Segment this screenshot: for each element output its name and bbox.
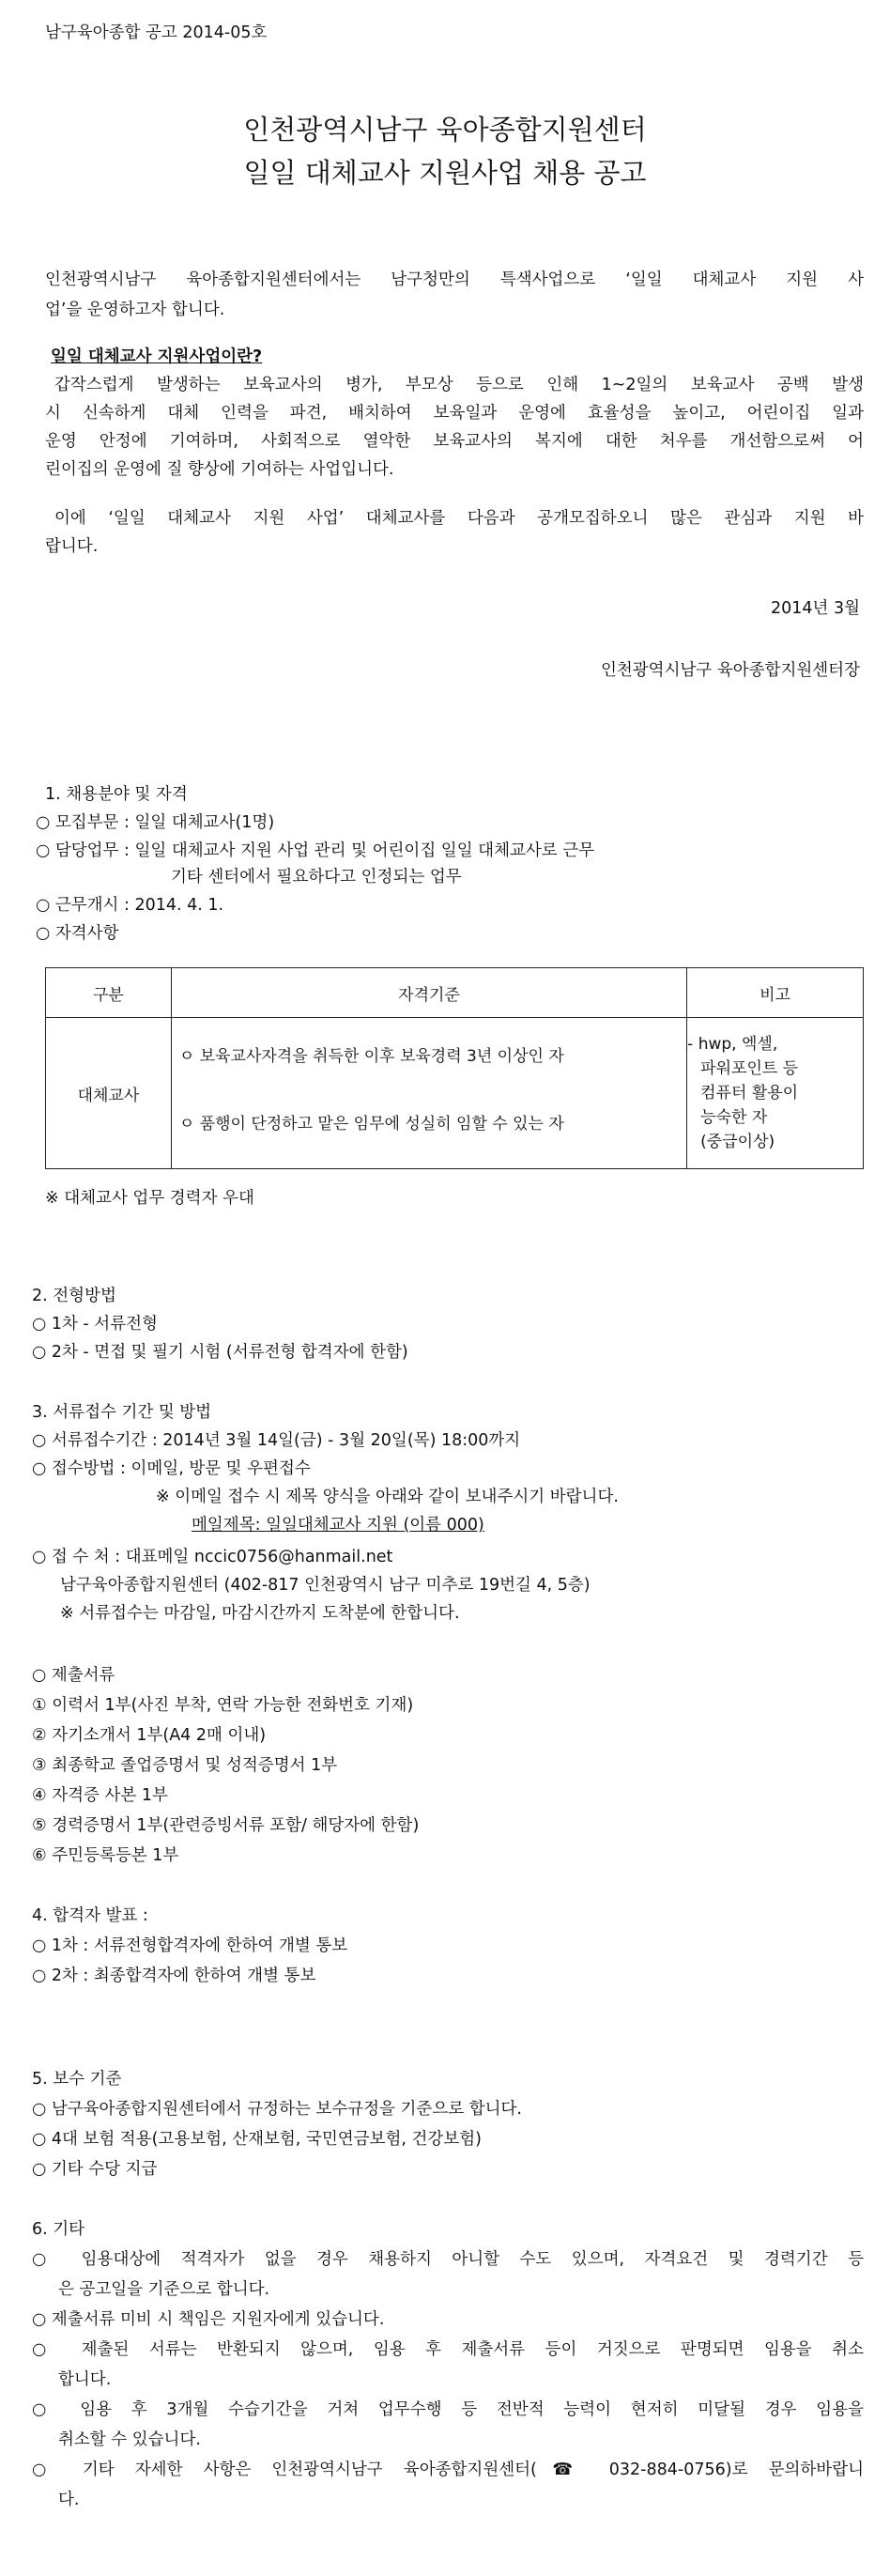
- table-cell-category: 대체교사: [46, 1018, 172, 1169]
- intro-line-2: 업’을 운영하고자 합니다.: [45, 301, 225, 319]
- pay-item-2: ○ 4대 보험 적용(고용보험, 산재보험, 국민연금보험, 건강보험): [32, 2130, 482, 2149]
- etc-item-3-line-2: 합니다.: [58, 2370, 112, 2389]
- selection-step-2: ○ 2차 - 면접 및 필기 시험 (서류전형 합격자에 한함): [32, 1343, 408, 1362]
- remark-line: - hwp, 엑셀,: [687, 1035, 778, 1054]
- program-line-2: 시 신속하게 대체 인력을 파견, 배치하여 보육일과 운영에 효율성을 높이고, 어린이집 일과: [45, 404, 864, 423]
- document-item-6: ⑥ 주민등록등본 1부: [32, 1846, 179, 1865]
- etc-item-1-line-2: 은 공고일을 기준으로 합니다.: [58, 2280, 270, 2299]
- etc-item-4-line-1: ○ 임용 후 3개월 수습기간을 거쳐 업무수행 등 전반적 능력이 현저히 미달될 경우 임용을: [32, 2400, 864, 2419]
- notice-date: 2014년 3월: [770, 599, 860, 618]
- documents-heading: ○ 제출서류: [32, 1666, 115, 1685]
- application-method: ○ 접수방법 : 이메일, 방문 및 우편접수: [32, 1459, 311, 1478]
- document-item-2: ② 자기소개서 1부(A4 2매 이내): [32, 1726, 267, 1745]
- announcement-step-1: ○ 1차 : 서류전형합격자에 한하여 개별 통보: [32, 1936, 348, 1955]
- table-header-remarks: 비고: [687, 968, 864, 1018]
- program-heading: 일일 대체교사 지원사업이란?: [51, 347, 263, 366]
- closing-line-1: 이에 ‘일일 대체교사 지원 사업’ 대체교사를 다음과 공개모집하오니 많은 관심과 지원 바: [54, 509, 864, 528]
- remark-line: 파워포인트 등: [700, 1059, 799, 1078]
- remark-line: 능숙한 자: [700, 1108, 768, 1127]
- notice-number: 남구육아종합 공고 2014-05호: [45, 23, 268, 42]
- email-note: ※ 이메일 접수 시 제목 양식을 아래와 같이 보내주시기 바랍니다.: [156, 1488, 619, 1506]
- table-header-row: [46, 968, 864, 1018]
- recruit-field: ○ 모집부문 : 일일 대체교사(1명): [36, 813, 275, 832]
- email-subject-format: 메일제목: 일일대체교사 지원 (이름 000): [192, 1516, 484, 1535]
- document-item-1: ① 이력서 1부(사진 부착, 연락 가능한 전화번호 기재): [32, 1696, 414, 1715]
- etc-item-1-line-1: ○ 임용대상에 적격자가 없을 경우 채용하지 아니할 수도 있으며, 자격요건 및 경력기간 등: [32, 2250, 864, 2269]
- section-5-heading: 5. 보수 기준: [32, 2070, 122, 2089]
- application-place: ○ 접 수 처 : 대표메일 nccic0756@hanmail.net: [32, 1548, 393, 1566]
- document-item-4: ④ 자격증 사본 1부: [32, 1786, 168, 1805]
- section-4-heading: 4. 합격자 발표 :: [32, 1906, 148, 1925]
- closing-line-2: 랍니다.: [45, 537, 99, 556]
- etc-item-2: ○ 제출서류 미비 시 책임은 지원자에게 있습니다.: [32, 2310, 385, 2329]
- program-line-3: 운영 안정에 기여하며, 사회적으로 열악한 보육교사의 복지에 대한 처우를 개선함으로써 어: [45, 432, 864, 451]
- experience-note: ※ 대체교사 업무 경력자 우대: [45, 1189, 254, 1208]
- criterion-1: ㅇ 보육교사자격을 취득한 이후 보육경력 3년 이상인 자: [178, 1047, 564, 1066]
- duty-line-1: ○ 담당업무 : 일일 대체교사 지원 사업 관리 및 어린이집 일일 대체교사로 근무: [36, 841, 595, 860]
- etc-item-5-line-1: ○ 기타 자세한 사항은 인천광역시남구 육아종합지원센터(☎ 032-884-0756)로 문의하바랍니: [32, 2460, 864, 2479]
- application-address: 남구육아종합지원센터 (402-817 인천광역시 남구 미추로 19번길 4, 5층): [60, 1576, 591, 1595]
- document-item-3: ③ 최종학교 졸업증명서 및 성적증명서 1부: [32, 1756, 338, 1775]
- selection-step-1: ○ 1차 - 서류전형: [32, 1315, 158, 1334]
- duty-line-2: 기타 센터에서 필요하다고 인정되는 업무: [171, 868, 462, 887]
- section-3-heading: 3. 서류접수 기간 및 방법: [32, 1403, 212, 1422]
- deadline-note: ※ 서류접수는 마감일, 마감시간까지 도착분에 한합니다.: [60, 1604, 460, 1623]
- table-cell-criteria: [171, 1018, 686, 1169]
- document-item-5: ⑤ 경력증명서 1부(관련증빙서류 포함/ 해당자에 한함): [32, 1816, 420, 1835]
- start-date: ○ 근무개시 : 2014. 4. 1.: [36, 896, 224, 915]
- pay-item-1: ○ 남구육아종합지원센터에서 규정하는 보수규정을 기준으로 합니다.: [32, 2100, 522, 2119]
- etc-item-4-line-2: 취소할 수 있습니다.: [58, 2430, 201, 2449]
- program-line-4: 린이집의 운영에 질 향상에 기여하는 사업입니다.: [45, 460, 394, 479]
- remark-line: 컴퓨터 활용이: [700, 1084, 799, 1103]
- announcement-step-2: ○ 2차 : 최종합격자에 한하여 개별 통보: [32, 1967, 316, 1985]
- table-cell-remarks: [687, 1018, 864, 1169]
- etc-item-5-line-2: 다.: [58, 2491, 80, 2509]
- table-row: [46, 1018, 864, 1169]
- section-1-heading: 1. 채용분야 및 자격: [45, 785, 188, 804]
- table-header-criteria: 자격기준: [171, 968, 686, 1018]
- program-line-1: 갑작스럽게 발생하는 보육교사의 병가, 부모상 등으로 인해 1~2일의 보육교사 공백 발생: [54, 376, 864, 394]
- section-6-heading: 6. 기타: [32, 2220, 85, 2239]
- intro-line-1: 인천광역시남구 육아종합지원센터에서는 남구청만의 특색사업으로 ‘일일 대체교사 지원 사: [45, 270, 864, 289]
- application-period: ○ 서류접수기간 : 2014년 3월 14일(금) - 3월 20일(목) 18:00까지: [32, 1431, 521, 1450]
- remark-line: (중급이상): [700, 1133, 775, 1151]
- qualification-heading: ○ 자격사항: [36, 924, 119, 943]
- criterion-2: ㅇ 품행이 단정하고 맡은 임무에 성실히 임할 수 있는 자: [178, 1115, 564, 1134]
- page-title-line-1: 인천광역시남구 육아종합지원센터: [243, 114, 647, 146]
- qualification-table: [45, 967, 864, 1169]
- table-header-category: 구분: [46, 968, 172, 1018]
- page-title-line-2: 일일 대체교사 지원사업 채용 공고: [243, 157, 647, 189]
- section-2-heading: 2. 전형방법: [32, 1287, 116, 1305]
- etc-item-3-line-1: ○ 제출된 서류는 반환되지 않으며, 임용 후 제출서류 등이 거짓으로 판명되면 임용을 취소: [32, 2340, 864, 2359]
- pay-item-3: ○ 기타 수당 지급: [32, 2160, 158, 2179]
- signature: 인천광역시남구 육아종합지원센터장: [600, 661, 860, 680]
